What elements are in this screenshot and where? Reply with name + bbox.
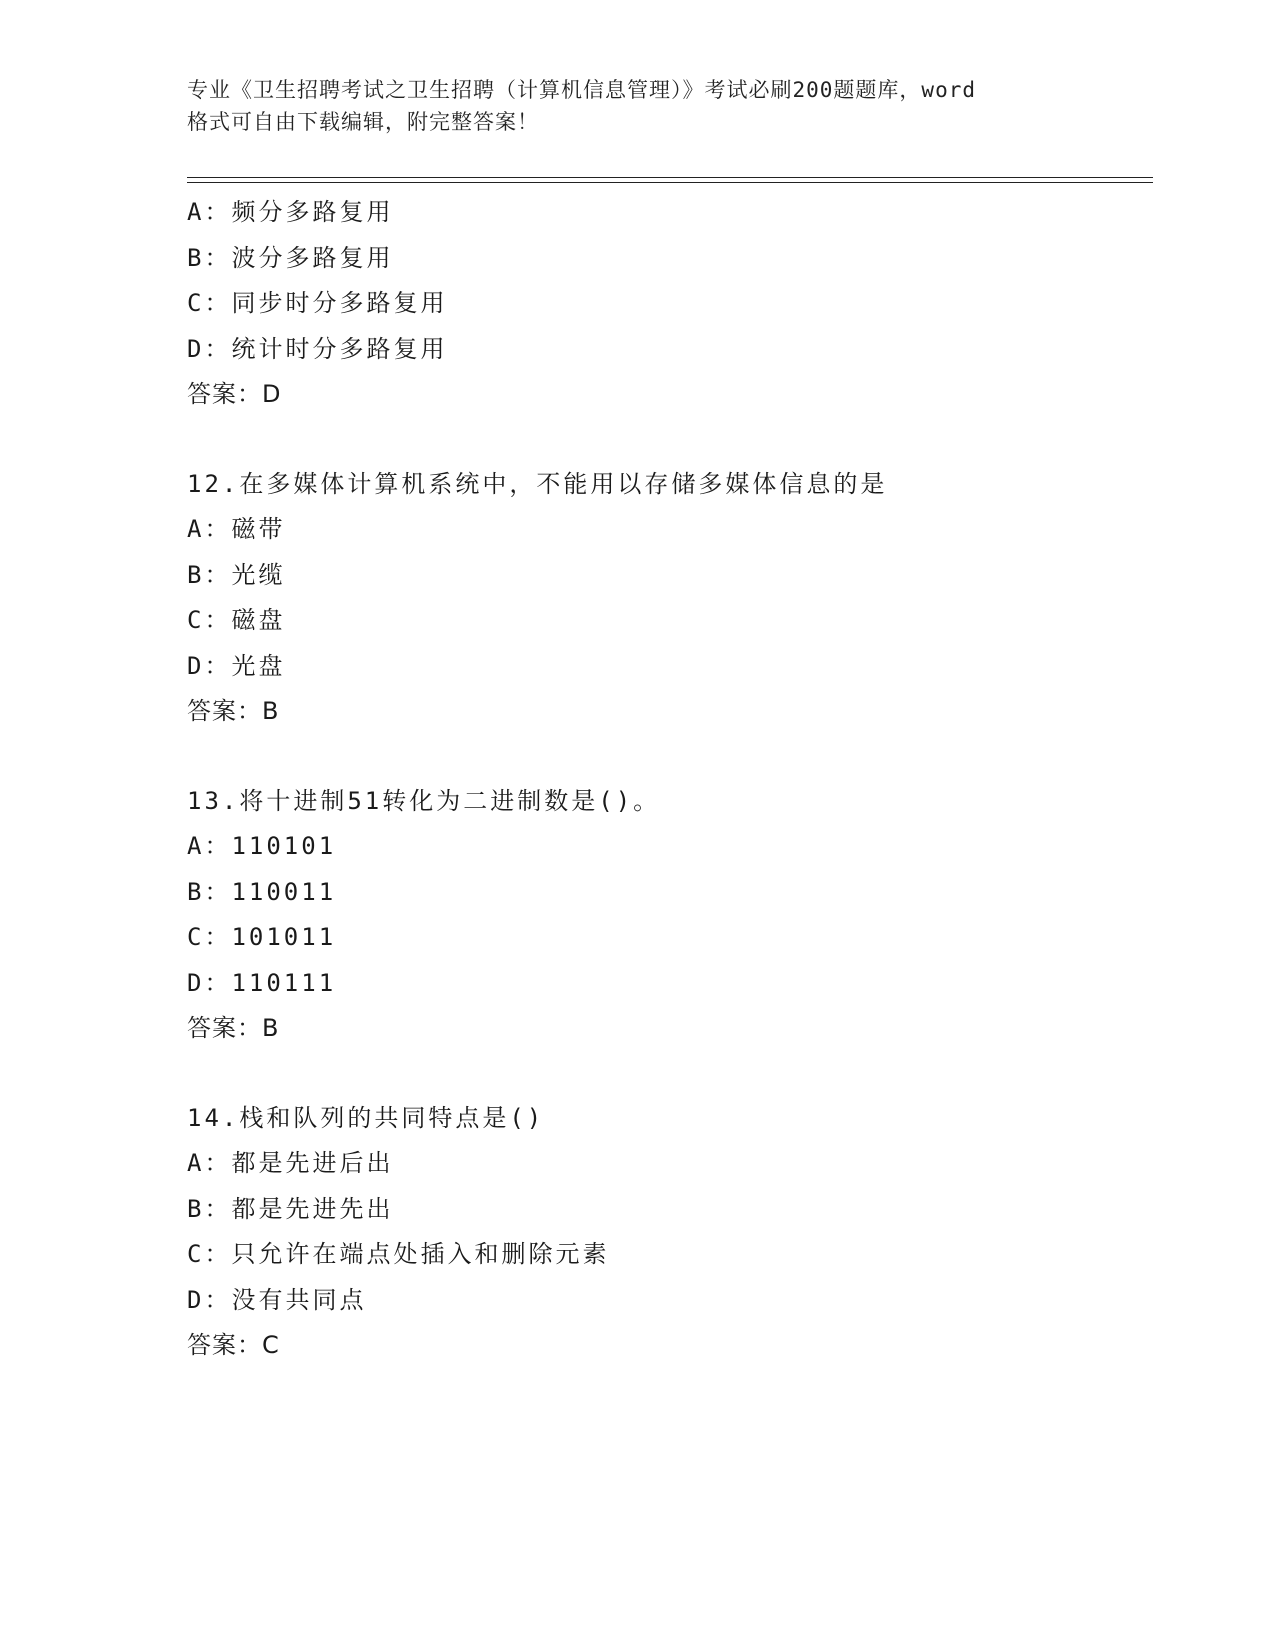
question-14-option-d: D：没有共同点 — [187, 1285, 367, 1314]
spacer — [187, 418, 1147, 462]
question-13-block — [187, 779, 1147, 1052]
header-title-line-2: 格式可自由下载编辑，附完整答案！ — [187, 110, 539, 134]
question-11-option-b: B：波分多路复用 — [187, 243, 394, 272]
spacer — [187, 735, 1147, 779]
question-13-option-b: B：110011 — [187, 877, 337, 906]
header-divider-bottom — [187, 182, 1153, 183]
question-11-option-d: D：统计时分多路复用 — [187, 334, 448, 363]
header-title-line-1: 专业《卫生招聘考试之卫生招聘（计算机信息管理）》考试必刷200题题库，word — [187, 78, 976, 102]
question-11-option-c: C：同步时分多路复用 — [187, 289, 448, 317]
question-13-answer: 答案：B — [187, 1014, 280, 1042]
question-14-text: 14.栈和队列的共同特点是() — [187, 1103, 545, 1132]
question-12-answer: 答案：B — [187, 697, 280, 725]
question-14-answer: 答案：C — [187, 1331, 280, 1359]
question-11-block — [187, 190, 1147, 418]
question-12-text: 12.在多媒体计算机系统中，不能用以存储多媒体信息的是 — [187, 469, 888, 498]
question-list — [187, 190, 1147, 1369]
spacer — [187, 1052, 1147, 1096]
question-12-option-d: D：光盘 — [187, 651, 286, 680]
question-14-option-a: A：都是先进后出 — [187, 1149, 394, 1177]
question-14-block — [187, 1096, 1147, 1369]
question-13-option-d: D：110111 — [187, 968, 337, 997]
question-12-option-b: B：光缆 — [187, 560, 286, 589]
question-12-block — [187, 462, 1147, 735]
document-header — [187, 74, 1107, 138]
question-14-option-b: B：都是先进先出 — [187, 1194, 394, 1223]
question-12-option-c: C：磁盘 — [187, 606, 286, 634]
question-11-answer: 答案：D — [187, 380, 282, 408]
question-12-option-a: A：磁带 — [187, 515, 286, 543]
question-13-text: 13.将十进制51转化为二进制数是()。 — [187, 786, 661, 815]
question-14-option-c: C：只允许在端点处插入和删除元素 — [187, 1240, 610, 1268]
header-divider-top — [187, 177, 1153, 178]
question-13-option-c: C：101011 — [187, 923, 337, 951]
question-13-option-a: A：110101 — [187, 832, 337, 860]
question-11-option-a: A：频分多路复用 — [187, 198, 394, 226]
